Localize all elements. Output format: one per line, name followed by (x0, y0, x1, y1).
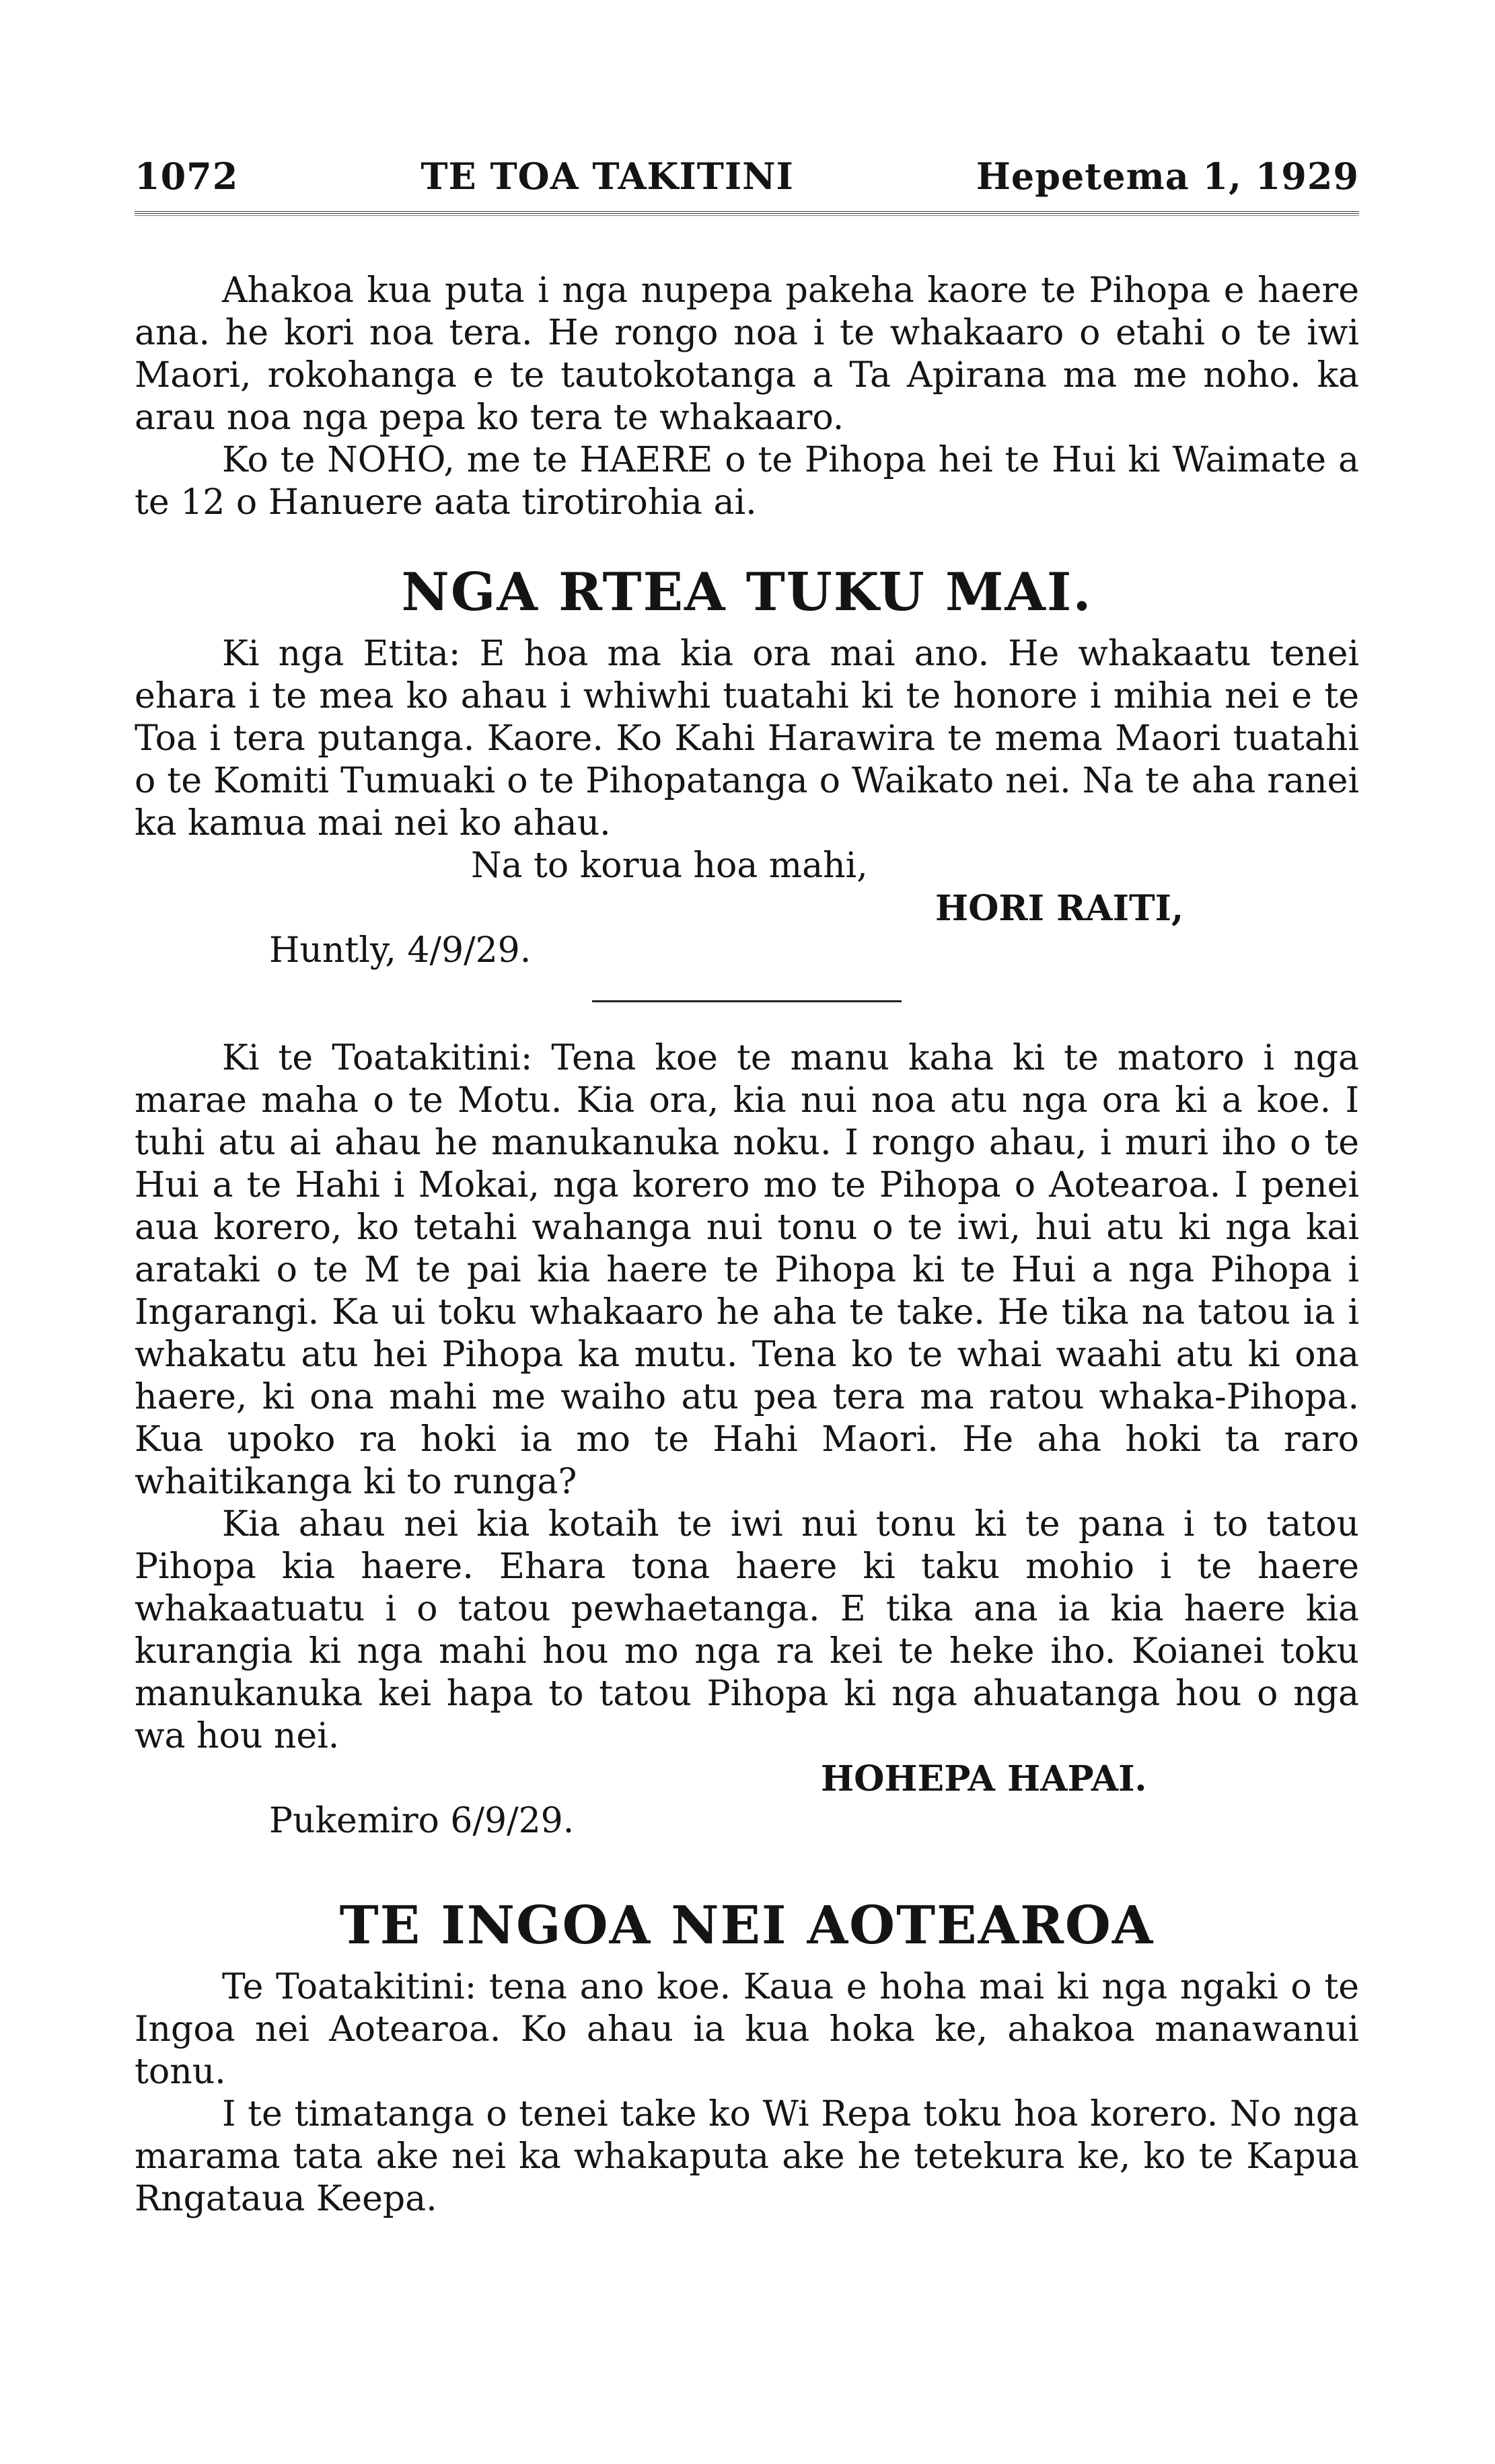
letter-body: Ki te Toatakitini: Tena koe te manu kaha ki te matoro i nga marae maha o te Motu. Kia ora, kia nui noa atu nga ora ki a koe. I tuhi atu ai ahau he manukanuka noku. I rongo ahau, i muri iho o te Hui a te Hahi i Mokai, nga korero mo te Pihopa o Aotearoa. I penei aua korero, ko tetahi wahanga nui tonu o te iwi, hui atu ki nga kai arataki o te M te pai kia haere te Pihopa ki te Hui a nga Pihopa i Ingarangi. Ka ui toku whakaaro he aha te take. He tika na tatou ia i whakatu atu hei Pihopa ka mutu. Tena ko te whai waahi atu ki ona haere, ki ona mahi me waiho atu pea tera ma ratou whaka-Pihopa. Kua upoko ra hoki ia mo te Hahi Maori. He aha hoki ta raro whaitikanga ki to runga? (135, 1038, 1359, 1502)
publication-title: TE TOA TAKITINI (421, 155, 794, 198)
section-heading: NGA RTEA TUKU MAI. (401, 562, 1093, 623)
header-rule (135, 211, 1359, 216)
letter-closing: Na to korua hoa mahi, (471, 846, 868, 886)
newspaper-page (135, 155, 1359, 2220)
section-divider (592, 1000, 902, 1002)
paragraph: Ahakoa kua puta i nga nupepa pakeha kaore te Pihopa e haere ana. he kori noa tera. He rongo noa i te whakaaro o etahi o te iwi Maori, rokohanga e te tautokotanga a Ta Apirana ma me noho. ka arau noa nga pepa ko tera te whakaaro. (135, 270, 1359, 438)
paragraph: Ko te NOHO, me te HAERE o te Pihopa hei te Hui ki Waimate a te 12 o Hanuere aata tirotirohia ai. (135, 440, 1359, 523)
issue-date: Hepetema 1, 1929 (976, 155, 1359, 198)
letter-signature: HORI RAITI, (935, 888, 1184, 929)
letter-body: Ki nga Etita: E hoa ma kia ora mai ano. He whakaatu tenei ehara i te mea ko ahau i whiwhi tuatahi ki te honore i mihia nei e te Toa i tera putanga. Kaore. Ko Kahi Harawira te mema Maori tuatahi o te Komiti Tumuaki o te Pihopatanga o Waikato nei. Na te aha ranei ka kamua mai nei ko ahau. (135, 634, 1359, 844)
letter-place-date: Huntly, 4/9/29. (269, 930, 532, 971)
letter-body: Kia ahau nei kia kotaih te iwi nui tonu ki te pana i to tatou Pihopa kia haere. Ehara tona haere ki taku mohio i te haere whakaatuatu i o tatou pewhaetanga. E tika ana ia kia haere kia kurangia ki nga mahi hou mo nga ra kei te heke iho. Koianei toku manukanuka kei hapa to tatou Pihopa ki nga ahuatanga hou o nga wa hou nei. (135, 1504, 1359, 1756)
paragraph: I te timatanga o tenei take ko Wi Repa toku hoa korero. No nga marama tata ake nei ka whakaputa ake he tetekura ke, ko te Kapua Rngataua Keepa. (135, 2094, 1359, 2219)
paragraph: Te Toatakitini: tena ano koe. Kaua e hoha mai ki nga ngaki o te Ingoa nei Aotearoa. Ko ahau ia kua hoka ke, ahakoa manawanui tonu. (135, 1967, 1359, 2092)
section-heading: TE INGOA NEI AOTEAROA (339, 1895, 1155, 1956)
letter-signature: HOHEPA HAPAI. (821, 1758, 1147, 1799)
page-number: 1072 (135, 155, 239, 198)
article-content (135, 270, 1359, 2220)
running-header (135, 155, 1359, 202)
letter-place-date: Pukemiro 6/9/29. (269, 1801, 575, 1841)
